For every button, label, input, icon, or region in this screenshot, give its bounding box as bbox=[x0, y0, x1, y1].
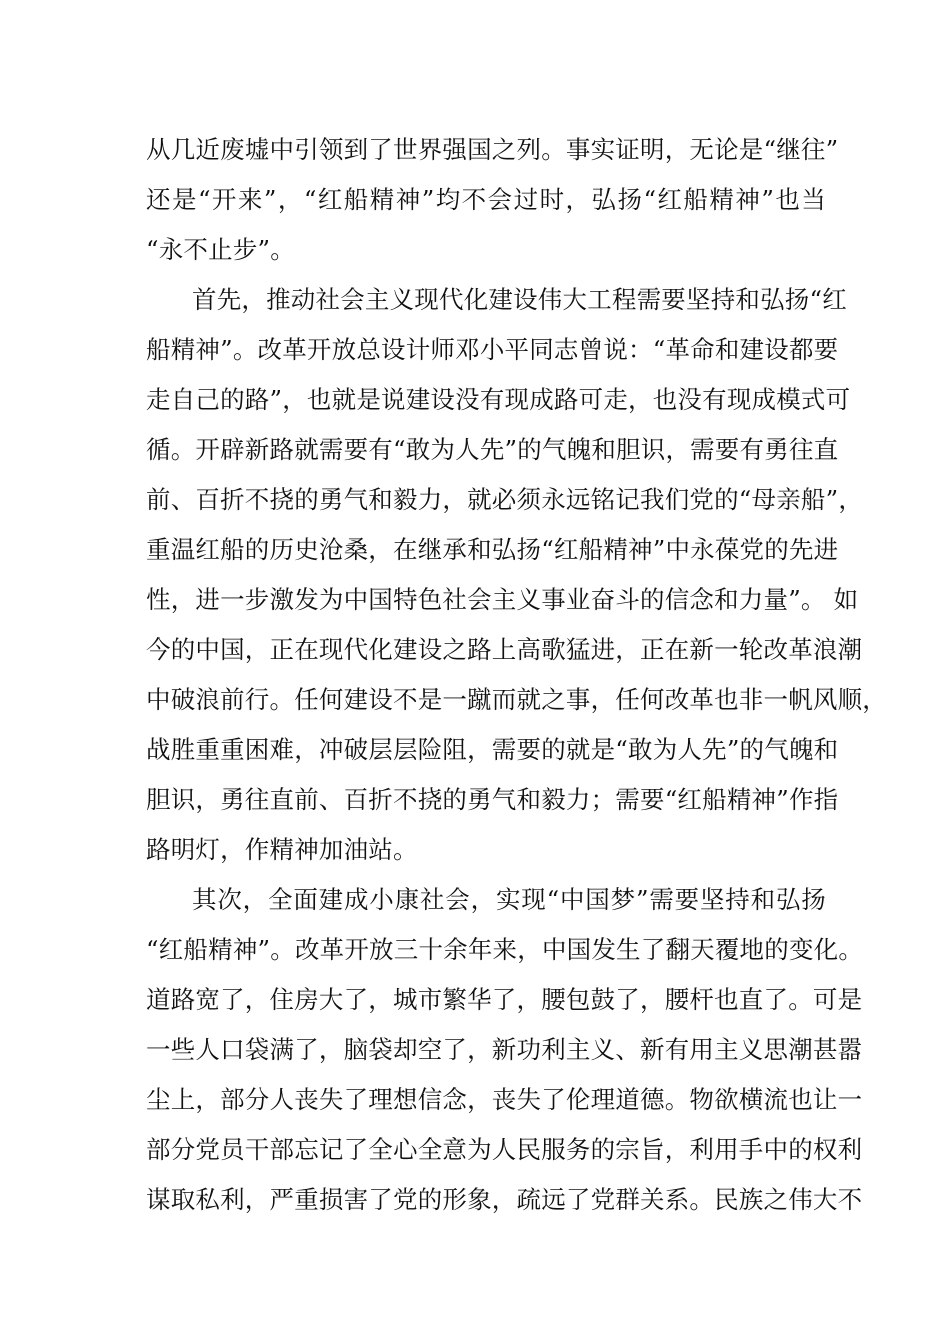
text-line: 重温红船的历史沧桑，在继承和弘扬“红船精神”中永葆党的先进 bbox=[146, 535, 839, 564]
text-line: 部分党员干部忘记了全心全意为人民服务的宗旨，利用手中的权利 bbox=[146, 1135, 863, 1164]
text-line: 前、百折不挠的勇气和毅力，就必须永远铭记我们党的“母亲船”， bbox=[146, 485, 864, 514]
paragraph-first-line: 其次，全面建成小康社会，实现“中国梦”需要坚持和弘扬 bbox=[192, 885, 826, 914]
text-line: 走自己的路”，也就是说建设没有现成路可走，也没有现成模式可 bbox=[146, 385, 851, 414]
text-line: 路明灯，作精神加油站。 bbox=[146, 835, 418, 864]
text-line: 性，进一步激发为中国特色社会主义事业奋斗的信念和力量”。 如 bbox=[146, 585, 859, 614]
text-line: 还是“开来”，“红船精神”均不会过时，弘扬“红船精神”也当 bbox=[146, 185, 826, 214]
text-line: 中破浪前行。任何建设不是一蹴而就之事，任何改革也非一帆风顺， bbox=[146, 685, 887, 714]
text-line: 道路宽了，住房大了，城市繁华了，腰包鼓了，腰杆也直了。可是 bbox=[146, 985, 863, 1014]
text-line: 战胜重重困难，冲破层层险阻，需要的就是“敢为人先”的气魄和 bbox=[146, 735, 839, 764]
text-line: “红船精神”。改革开放三十余年来，中国发生了翻天覆地的变化。 bbox=[146, 935, 864, 964]
text-line: 谋取私利，严重损害了党的形象，疏远了党群关系。民族之伟大不 bbox=[146, 1185, 863, 1214]
text-line: 尘上，部分人丧失了理想信念，丧失了伦理道德。物欲横流也让一 bbox=[146, 1085, 863, 1114]
text-line: 循。开辟新路就需要有“敢为人先”的气魄和胆识，需要有勇往直 bbox=[146, 435, 839, 464]
paragraph-first-line: 首先，推动社会主义现代化建设伟大工程需要坚持和弘扬“红 bbox=[192, 285, 847, 314]
text-line: 从几近废墟中引领到了世界强国之列。事实证明，无论是“继往” bbox=[146, 135, 839, 164]
text-line: 胆识，勇往直前、百折不挠的勇气和毅力；需要“红船精神”作指 bbox=[146, 785, 839, 814]
text-line: 今的中国，正在现代化建设之路上高歌猛进，正在新一轮改革浪潮 bbox=[146, 635, 863, 664]
text-line: “永不止步”。 bbox=[146, 235, 295, 264]
text-line: 船精神”。改革开放总设计师邓小平同志曾说：“革命和建设都要 bbox=[146, 335, 839, 364]
text-line: 一些人口袋满了，脑袋却空了，新功利主义、新有用主义思潮甚嚣 bbox=[146, 1035, 863, 1064]
